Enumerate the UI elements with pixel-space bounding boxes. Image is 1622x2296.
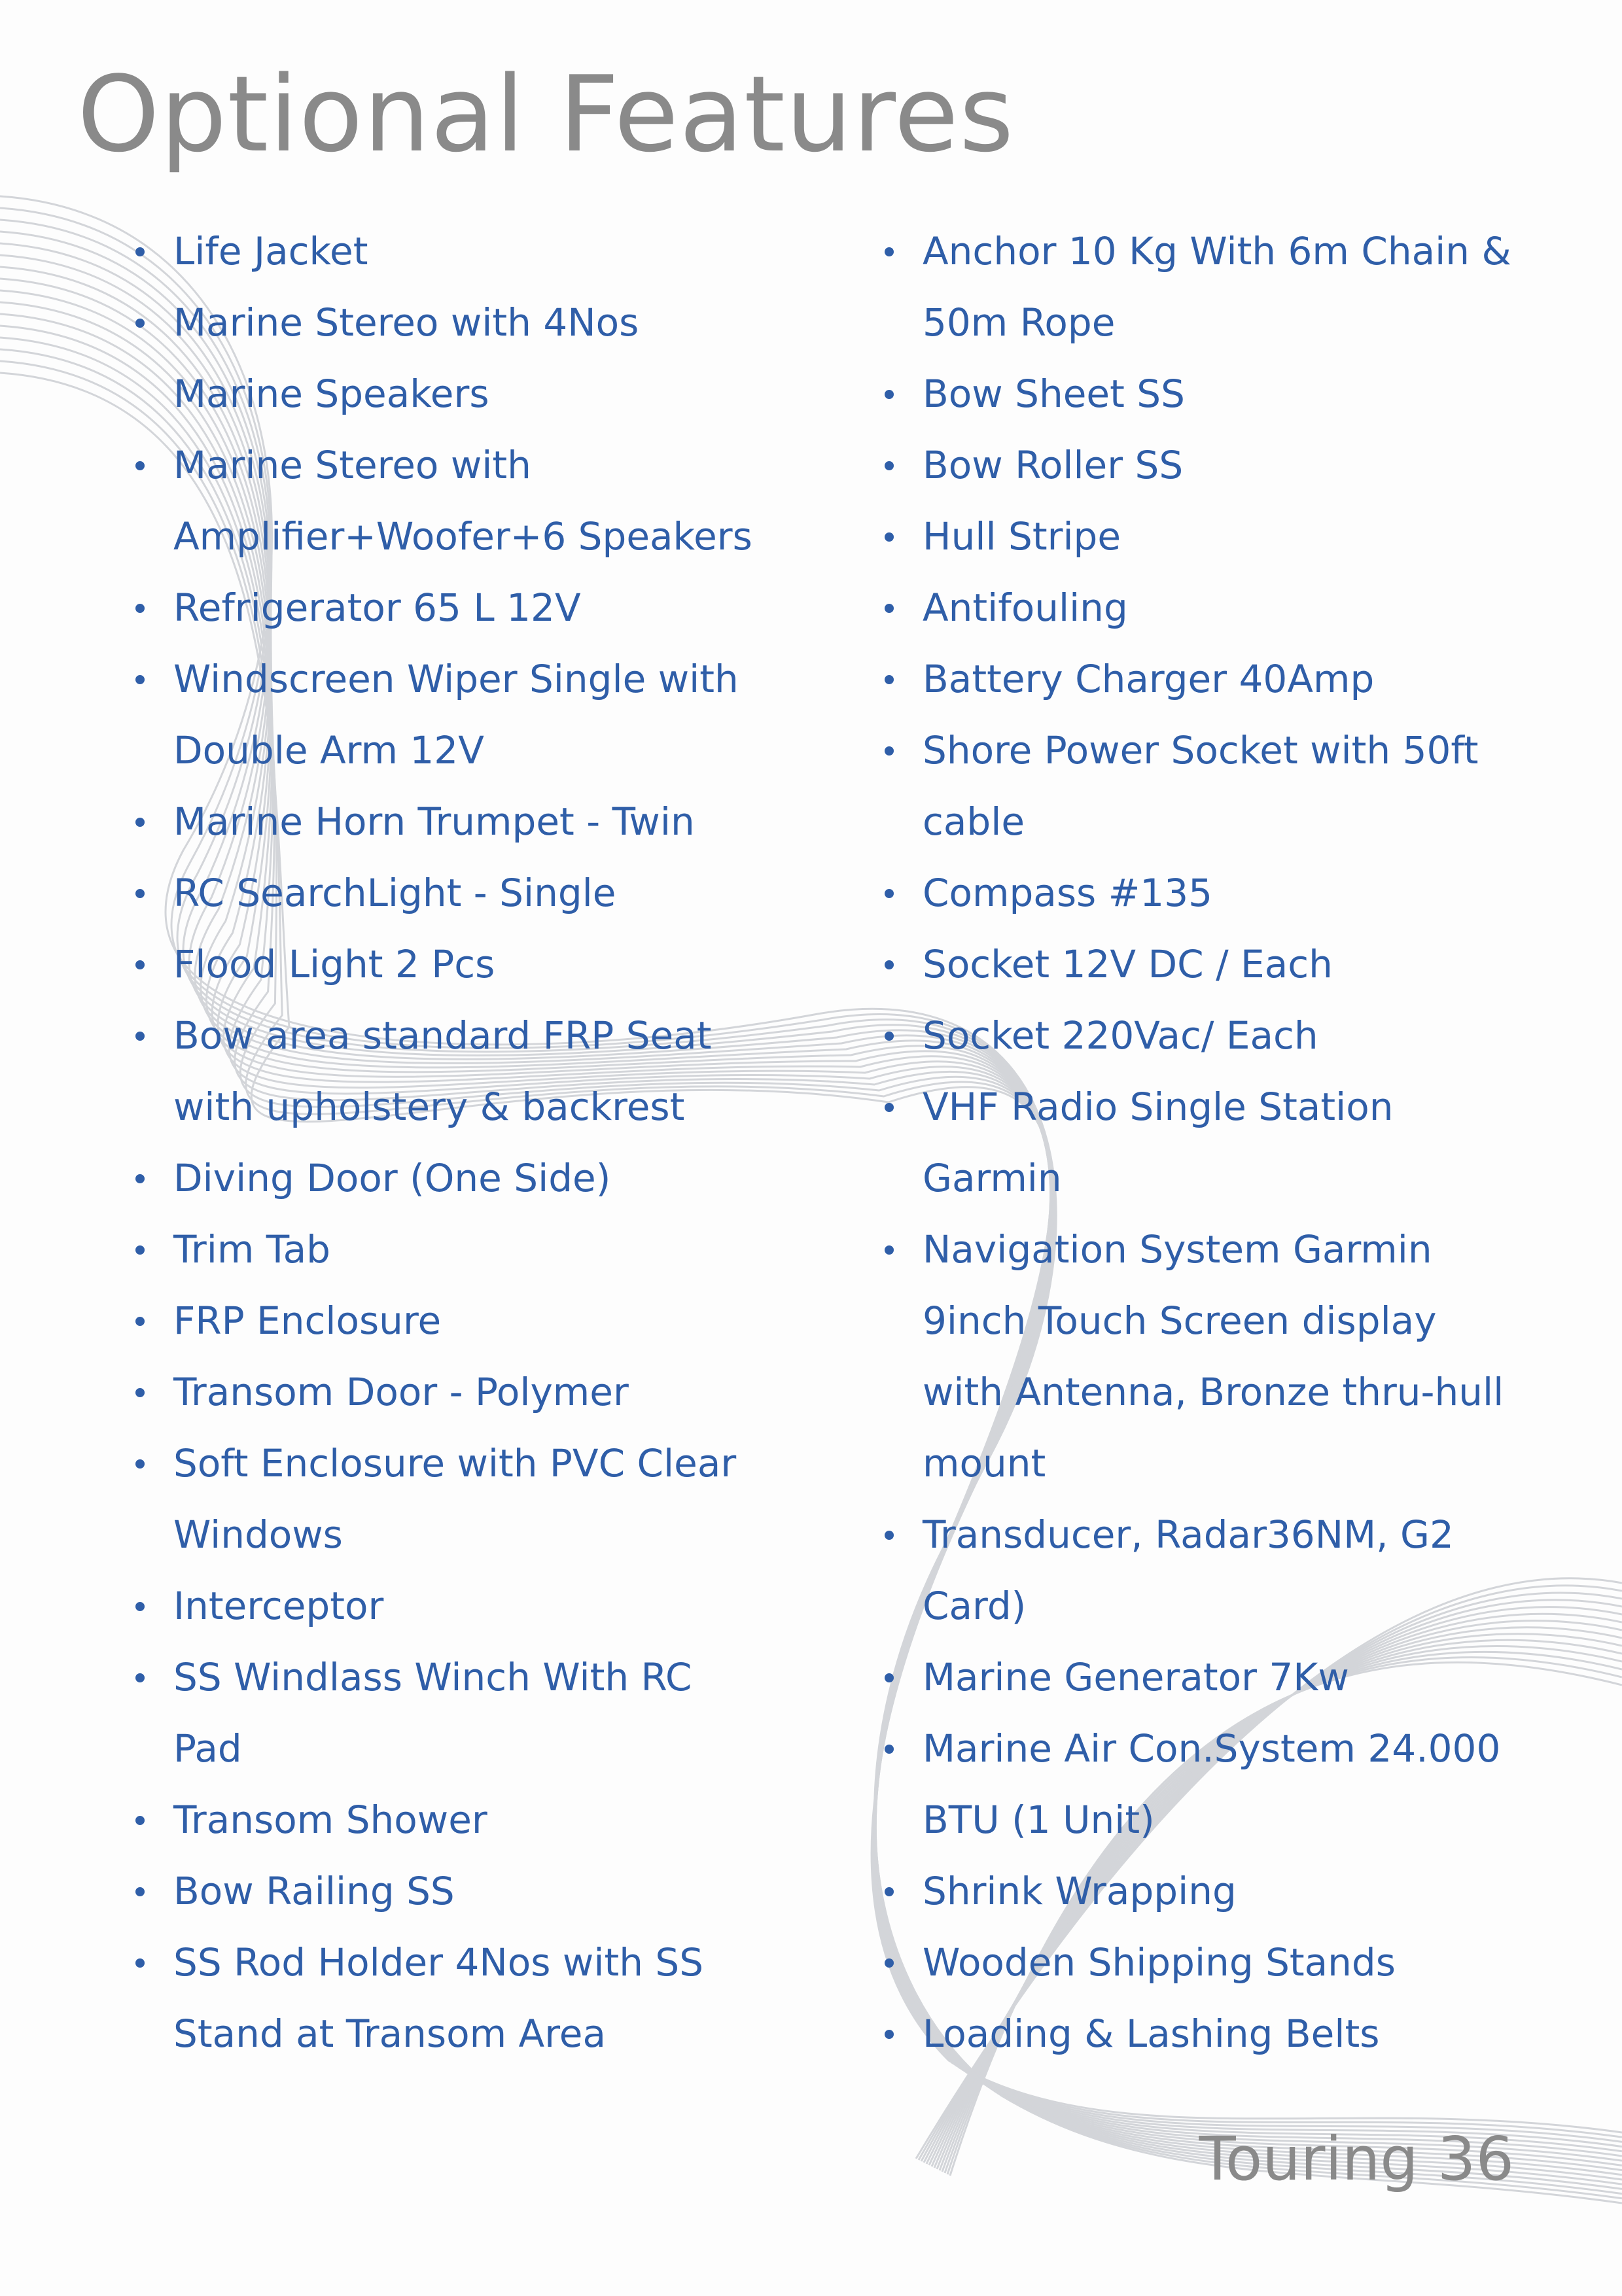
feature-text: Marine Air Con.System 24.000 (923, 1726, 1501, 1771)
feature-item (134, 929, 818, 1000)
feature-text: Shrink Wrapping (923, 1869, 1237, 1913)
bullet-icon (885, 1958, 894, 1968)
feature-text: Hull Stripe (923, 514, 1121, 559)
feature-text: 50m Rope (923, 300, 1116, 345)
feature-item (883, 1071, 1587, 1214)
feature-text: Marine Stereo with (173, 443, 531, 487)
feature-item (883, 1499, 1587, 1642)
feature-text: BTU (1 Unit) (923, 1798, 1155, 1842)
bullet-icon (885, 675, 894, 684)
bullet-icon (885, 1245, 894, 1255)
bullet-icon (885, 390, 894, 399)
bullet-icon (135, 1459, 145, 1469)
feature-text: Windscreen Wiper Single with (173, 657, 739, 701)
feature-text: Navigation System Garmin (923, 1227, 1432, 1272)
feature-text: Amplifier+Woofer+6 Speakers (173, 514, 752, 559)
bullet-icon (135, 604, 145, 613)
feature-text: Refrigerator 65 L 12V (173, 585, 581, 630)
feature-item (134, 1642, 818, 1784)
bullet-icon (135, 675, 145, 684)
page-title: Optional Features (77, 53, 1015, 175)
bullet-icon (135, 1887, 145, 1896)
feature-item (134, 858, 818, 929)
bullet-icon (885, 746, 894, 756)
feature-text: Card) (923, 1584, 1027, 1628)
bullet-icon (135, 1958, 145, 1968)
feature-item (134, 1428, 818, 1571)
bullet-icon (135, 1032, 145, 1041)
feature-item (134, 1285, 818, 1357)
feature-item (883, 929, 1587, 1000)
feature-text: Bow Sheet SS (923, 372, 1185, 416)
right-feature-list (883, 216, 1587, 2070)
feature-text: Compass #135 (923, 871, 1213, 915)
feature-text: Double Arm 12V (173, 728, 484, 773)
feature-text: Pad (173, 1726, 242, 1771)
feature-text: Marine Stereo with 4Nos (173, 300, 639, 345)
feature-item (134, 1784, 818, 1856)
bullet-icon (885, 889, 894, 898)
feature-text: SS Rod Holder 4Nos with SS (173, 1940, 704, 1985)
feature-text: Battery Charger 40Amp (923, 657, 1375, 701)
bullet-icon (135, 818, 145, 827)
bullet-icon (135, 461, 145, 470)
feature-item (134, 216, 818, 287)
feature-item (883, 1713, 1587, 1856)
feature-text: 9inch Touch Screen display (923, 1298, 1437, 1343)
feature-item (134, 430, 818, 572)
feature-text: Bow Roller SS (923, 443, 1184, 487)
feature-text: Wooden Shipping Stands (923, 1940, 1396, 1985)
bullet-icon (135, 1388, 145, 1397)
feature-item (883, 1927, 1587, 1998)
feature-text: Transom Door - Polymer (173, 1370, 629, 1414)
feature-text: SS Windlass Winch With RC (173, 1655, 692, 1699)
feature-text: mount (923, 1441, 1046, 1486)
feature-text: Socket 12V DC / Each (923, 942, 1333, 986)
feature-text: Antifouling (923, 585, 1128, 630)
feature-item (883, 858, 1587, 929)
feature-text: Marine Generator 7Kw (923, 1655, 1349, 1699)
bullet-icon (885, 461, 894, 470)
feature-item (134, 1214, 818, 1285)
bullet-icon (885, 604, 894, 613)
bullet-icon (885, 1032, 894, 1041)
feature-item (883, 572, 1587, 644)
feature-item (134, 287, 818, 430)
bullet-icon (885, 960, 894, 969)
bullet-icon (135, 1602, 145, 1611)
feature-text: with upholstery & backrest (173, 1085, 685, 1129)
feature-text: Anchor 10 Kg With 6m Chain & (923, 229, 1511, 273)
bullet-icon (885, 247, 894, 256)
feature-text: Soft Enclosure with PVC Clear (173, 1441, 737, 1486)
feature-item (134, 644, 818, 786)
feature-item (883, 501, 1587, 572)
bullet-icon (135, 1174, 145, 1183)
feature-text: Interceptor (173, 1584, 384, 1628)
feature-text: Trim Tab (173, 1227, 330, 1272)
feature-text: Flood Light 2 Pcs (173, 942, 495, 986)
feature-item (134, 1357, 818, 1428)
feature-item (134, 1927, 818, 2070)
feature-item (883, 430, 1587, 501)
feature-item (134, 1856, 818, 1927)
feature-item (883, 715, 1587, 858)
feature-item (883, 1214, 1587, 1499)
feature-text: Marine Horn Trumpet - Twin (173, 799, 695, 844)
bullet-icon (885, 1673, 894, 1682)
feature-item (134, 786, 818, 858)
bullet-icon (135, 1245, 145, 1255)
bullet-icon (885, 532, 894, 542)
bullet-icon (135, 1673, 145, 1682)
feature-item (883, 358, 1587, 430)
feature-text: Diving Door (One Side) (173, 1156, 611, 1200)
feature-text: Transducer, Radar36NM, G2 (923, 1512, 1454, 1557)
feature-text: Garmin (923, 1156, 1062, 1200)
bullet-icon (885, 1531, 894, 1540)
bullet-icon (135, 1317, 145, 1326)
feature-text: Life Jacket (173, 229, 368, 273)
bullet-icon (885, 1887, 894, 1896)
bullet-icon (135, 319, 145, 328)
bullet-icon (885, 2030, 894, 2039)
bullet-icon (885, 1103, 894, 1112)
feature-text: Transom Shower (173, 1798, 487, 1842)
feature-item (883, 1856, 1587, 1927)
feature-text: VHF Radio Single Station (923, 1085, 1394, 1129)
model-name-footer: Touring 36 (1199, 2124, 1514, 2194)
left-feature-list (134, 216, 818, 2070)
feature-item (883, 644, 1587, 715)
feature-text: Stand at Transom Area (173, 2011, 606, 2056)
feature-item (134, 1143, 818, 1214)
bullet-icon (135, 960, 145, 969)
feature-text: Loading & Lashing Belts (923, 2011, 1380, 2056)
feature-item (883, 1642, 1587, 1713)
feature-text: cable (923, 799, 1025, 844)
feature-item (883, 1000, 1587, 1071)
feature-text: Shore Power Socket with 50ft (923, 728, 1479, 773)
feature-item (134, 572, 818, 644)
feature-text: Bow Railing SS (173, 1869, 455, 1913)
feature-item (883, 216, 1587, 358)
feature-item (883, 1998, 1587, 2070)
feature-text: Marine Speakers (173, 372, 489, 416)
feature-item (134, 1571, 818, 1642)
bullet-icon (135, 889, 145, 898)
feature-text: Bow area standard FRP Seat (173, 1013, 712, 1058)
feature-text: Socket 220Vac/ Each (923, 1013, 1318, 1058)
bullet-icon (885, 1745, 894, 1754)
bullet-icon (135, 1816, 145, 1825)
feature-text: RC SearchLight - Single (173, 871, 616, 915)
bullet-icon (135, 247, 145, 256)
feature-text: Windows (173, 1512, 343, 1557)
feature-text: with Antenna, Bronze thru-hull (923, 1370, 1504, 1414)
feature-item (134, 1000, 818, 1143)
feature-text: FRP Enclosure (173, 1298, 442, 1343)
